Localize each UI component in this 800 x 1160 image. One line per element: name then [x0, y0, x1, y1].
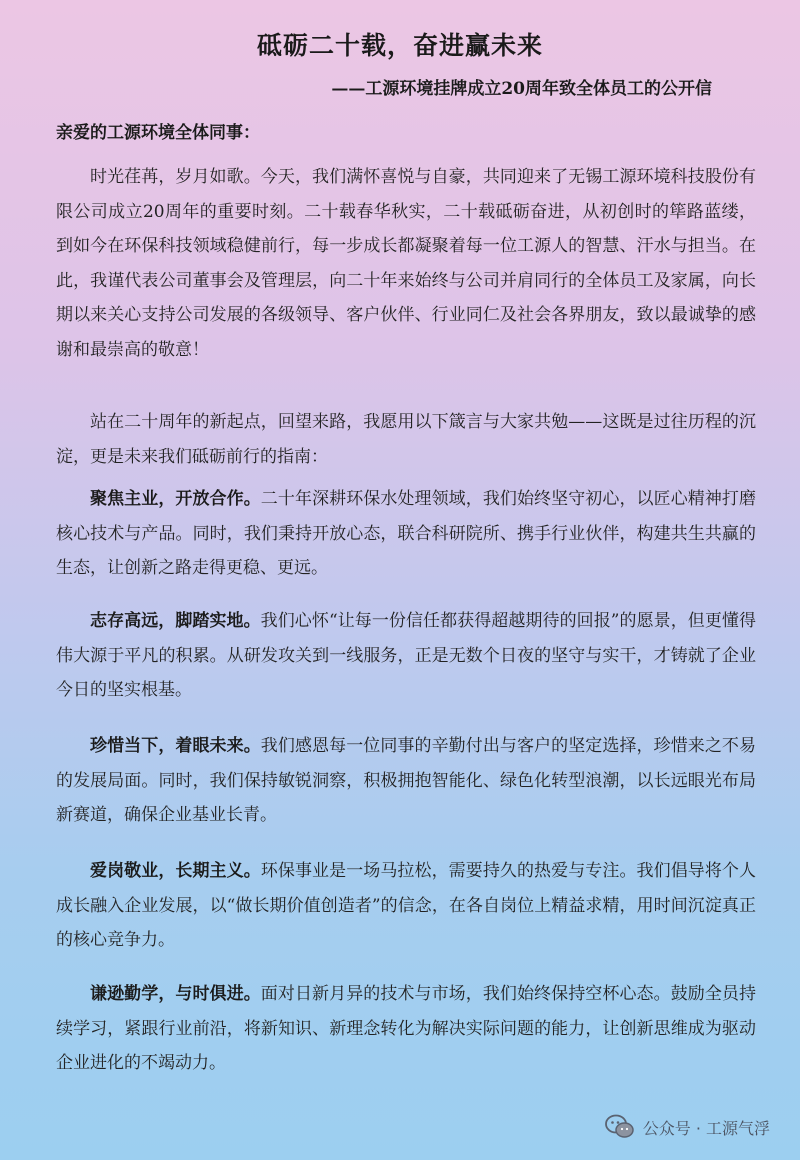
paragraph-focus: [56, 482, 756, 586]
paragraph-intro-motto: [56, 405, 756, 474]
paragraph-opening: [56, 160, 756, 367]
wechat-watermark: [605, 1114, 770, 1140]
wechat-icon: [605, 1114, 635, 1140]
wechat-account-label: 公众号 · 工源气浮: [642, 1118, 770, 1138]
paragraph-text: 我们心怀“让每一份信任都获得超越期待的回报”的愿景，但更懂得伟大源于平凡的积累。从研发攻关到一线服务，正是无数个日夜的坚守与实干，才铸就了企业今日的坚实根基。: [56, 611, 756, 700]
paragraph-lead: 聚焦主业，开放合作。: [90, 489, 261, 509]
letter-subtitle: ——工源环境挂牌成立20周年致全体员工的公开信: [331, 79, 712, 99]
paragraph-text: 我们感恩每一位同事的辛勤付出与客户的坚定选择，珍惜来之不易的发展局面。同时，我们保持敏锐洞察，积极拥抱智能化、绿色化转型浪潮，以长远眼光布局新赛道，确保企业基业长青。: [56, 736, 757, 825]
paragraph-dedication: [56, 854, 756, 958]
paragraph-text: 面对日新月异的技术与市场，我们始终保持空杯心态。鼓励全员持续学习，紧跟行业前沿，将新知识、新理念转化为解决实际问题的能力，让创新思维成为驱动企业进化的不竭动力。: [56, 984, 757, 1073]
paragraph-present-future: [56, 729, 756, 833]
paragraph-text: 二十年深耕环保水处理领域，我们始终坚守初心，以匠心精神打磨核心技术与产品。同时，我们秉持开放心态，联合科研院所、携手行业伙伴，构建共生共赢的生态，让创新之路走得更稳、更远。: [56, 489, 757, 578]
paragraph-lead: 珍惜当下，着眼未来。: [90, 736, 261, 756]
paragraph-text: 时光荏苒，岁月如歌。今天，我们满怀喜悦与自豪，共同迎来了无锡工源环境科技股份有限公司成立20周年的重要时刻。二十载春华秋实，二十载砥砺奋进，从初创时的筚路蓝缕，到如今在环保科技领域稳健前行，每一步成长都凝聚着每一位工源人的智慧、汗水与担当。在此，我谨代表公司董事会及管理层，向二十年来始终与公司并肩同行的全体员工及家属，向长期以来关心支持公司发展的各级领导、客户伙伴、行业同仁及社会各界朋友，致以最诚挚的感谢和最崇高的敬意！: [56, 167, 756, 360]
paragraph-lead: 爱岗敬业，长期主义。: [90, 861, 261, 881]
letter-title: 砥砺二十载，奋进赢未来: [256, 31, 543, 60]
paragraph-lead: 志存高远，脚踏实地。: [90, 611, 261, 631]
paragraph-lead: 谦逊勤学，与时俱进。: [90, 984, 261, 1004]
paragraph-ambition: [56, 604, 756, 708]
letter-salutation: 亲爱的工源环境全体同事：: [56, 123, 260, 143]
paragraph-learning: [56, 977, 756, 1081]
paragraph-text: 站在二十周年的新起点，回望来路，我愿用以下箴言与大家共勉——这既是过往历程的沉淀，更是未来我们砥砺前行的指南：: [56, 412, 756, 467]
paragraph-text: 环保事业是一场马拉松，需要持久的热爱与专注。我们倡导将个人成长融入企业发展，以“做长期价值创造者”的信念，在各自岗位上精益求精，用时间沉淀真正的核心竞争力。: [56, 861, 757, 950]
